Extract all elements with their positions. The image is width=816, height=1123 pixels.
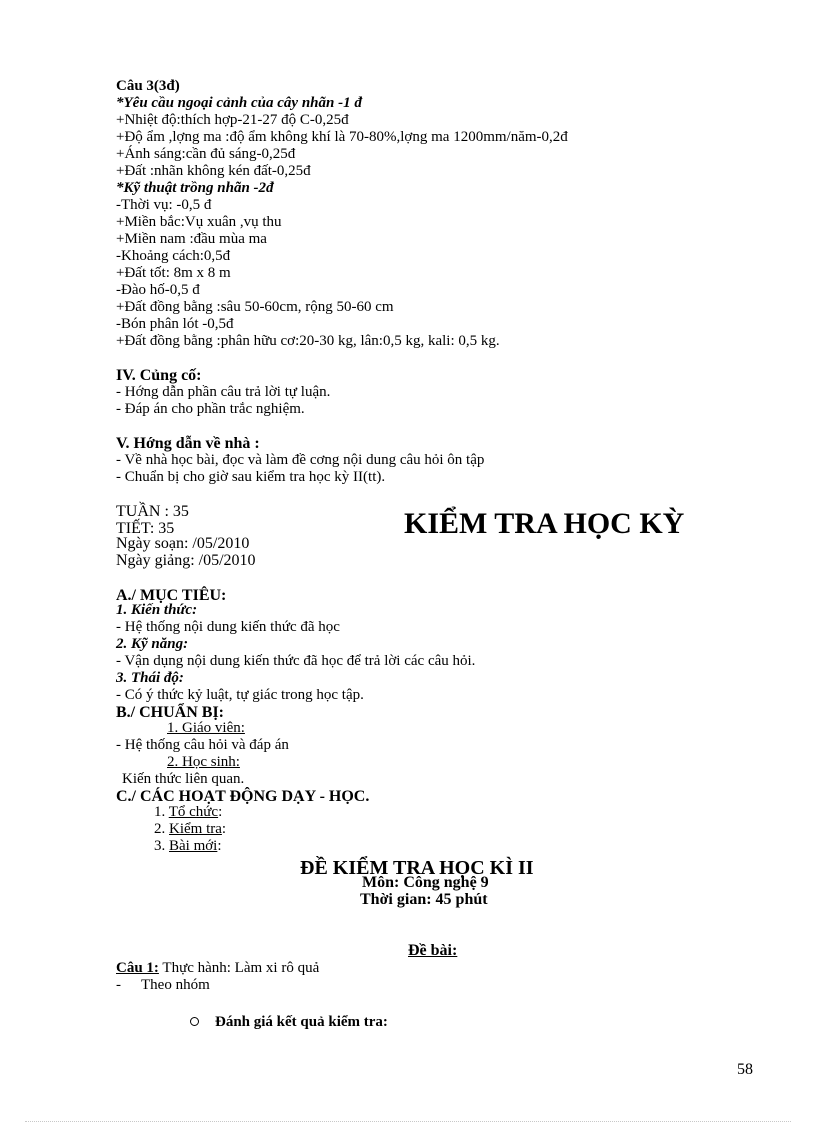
week-label: TUẦN : 35 (116, 503, 189, 520)
question-text: Thực hành: Làm xi rô quả (162, 960, 320, 976)
question-1 (116, 960, 319, 977)
technique-line: -Thời vụ: -0,5 đ (116, 197, 212, 213)
question-label: Câu 1: (116, 960, 159, 976)
technique-line: +Đất đồng bằng :phân hữu cơ:20-30 kg, lân:0,5 kg, kali: 0,5 kg. (116, 333, 500, 349)
technique-heading: *Kỹ thuật trồng nhãn -2đ (116, 180, 274, 196)
activity-item (154, 838, 222, 855)
exam-questions-heading: Đề bài: (408, 942, 458, 959)
exam-subject: Môn: Công nghệ 9 (362, 874, 489, 891)
period-label: TIẾT: 35 (116, 520, 175, 537)
requirement-line: +Nhiệt độ:thích hợp-21-27 độ C-0,25đ (116, 112, 349, 128)
technique-line: +Miền nam :đầu mùa ma (116, 231, 267, 247)
knowledge-text: - Hệ thống nội dung kiến thức đã học (116, 619, 340, 635)
activity-suffix: : (221, 821, 227, 837)
exam-time: Thời gian: 45 phút (360, 891, 488, 908)
exam-title: ĐỀ KIỂM TRA HỌC KÌ II (300, 857, 534, 879)
section-v-line: - Về nhà học bài, đọc và làm đề cơng nội dung câu hỏi ôn tập (116, 452, 485, 468)
student-text: Kiến thức liên quan. (122, 771, 245, 787)
circle-bullet-icon (190, 1017, 199, 1026)
technique-line: +Đất đồng bằng :sâu 50-60cm, rộng 50-60 cm (116, 299, 394, 315)
activity-label: Kiểm tra (169, 821, 222, 837)
technique-line: -Bón phân lót -0,5đ (116, 316, 234, 332)
activity-item (154, 804, 222, 821)
activity-number: 2. (154, 821, 166, 837)
section-iv-title: IV. Củng cố: (116, 367, 202, 384)
teaching-date: Ngày giảng: /05/2010 (116, 552, 256, 569)
prepared-date: Ngày soạn: /05/2010 (116, 535, 250, 552)
technique-line: -Khoảng cách:0,5đ (116, 248, 231, 264)
section-iv-line: - Hớng dẫn phần câu trả lời tự luận. (116, 384, 331, 400)
section-a-title: A./ MỤC TIÊU: (116, 587, 227, 604)
teacher-heading: 1. Giáo viên: (167, 720, 245, 736)
main-title: KIỂM TRA HỌC KỲ (404, 507, 685, 540)
activity-number: 1. (154, 804, 166, 820)
activity-suffix: : (218, 804, 223, 820)
requirements-heading: *Yêu cầu ngoại cảnh của cây nhãn -1 đ (116, 95, 362, 111)
attitude-heading: 3. Thái độ: (116, 670, 184, 686)
requirement-line: +Độ ẩm ,lợng ma :độ ẩm không khí là 70-80%,lợng ma 1200mm/năm-0,2đ (116, 129, 568, 145)
teacher-text: - Hệ thống câu hỏi và đáp án (116, 737, 289, 753)
activity-label: Tổ chức (168, 804, 219, 820)
activity-item (154, 821, 226, 838)
cau3-title: Câu 3(3đ) (116, 78, 180, 94)
activity-label: Bài mới (169, 838, 218, 854)
activity-suffix: : (217, 838, 222, 854)
page-bottom-border (25, 1121, 791, 1122)
section-iv-line: - Đáp án cho phần trắc nghiệm. (116, 401, 305, 417)
knowledge-heading: 1. Kiến thức: (116, 602, 198, 618)
skills-text: - Vận dụng nội dung kiến thức đã học để trả lời các câu hỏi. (116, 653, 476, 669)
section-v-title: V. Hớng dẫn về nhà : (116, 435, 260, 452)
technique-line: -Đào hố-0,5 đ (116, 282, 200, 298)
technique-line: +Miền bắc:Vụ xuân ,vụ thu (116, 214, 282, 230)
section-v-line: - Chuẩn bị cho giờ sau kiểm tra học kỳ II(tt). (116, 469, 386, 485)
student-heading: 2. Học sinh: (167, 754, 240, 770)
requirement-line: +Đất :nhãn không kén đất-0,25đ (116, 163, 311, 179)
page-number: 58 (737, 1061, 753, 1078)
question-dash: - (116, 977, 121, 993)
skills-heading: 2. Kỹ năng: (116, 636, 189, 652)
section-c-title: C./ CÁC HOẠT ĐỘNG DẠY - HỌC. (116, 788, 370, 805)
technique-line: +Đất tốt: 8m x 8 m (116, 265, 231, 281)
activity-number: 3. (154, 838, 166, 854)
attitude-text: - Có ý thức kỷ luật, tự giác trong học tập. (116, 687, 364, 703)
requirement-line: +Ánh sáng:cần đủ sáng-0,25đ (116, 146, 296, 162)
evaluation-heading: Đánh giá kết quả kiểm tra: (215, 1014, 388, 1030)
section-b-title: B./ CHUẨN BỊ: (116, 704, 225, 721)
question-sub: Theo nhóm (141, 977, 210, 993)
